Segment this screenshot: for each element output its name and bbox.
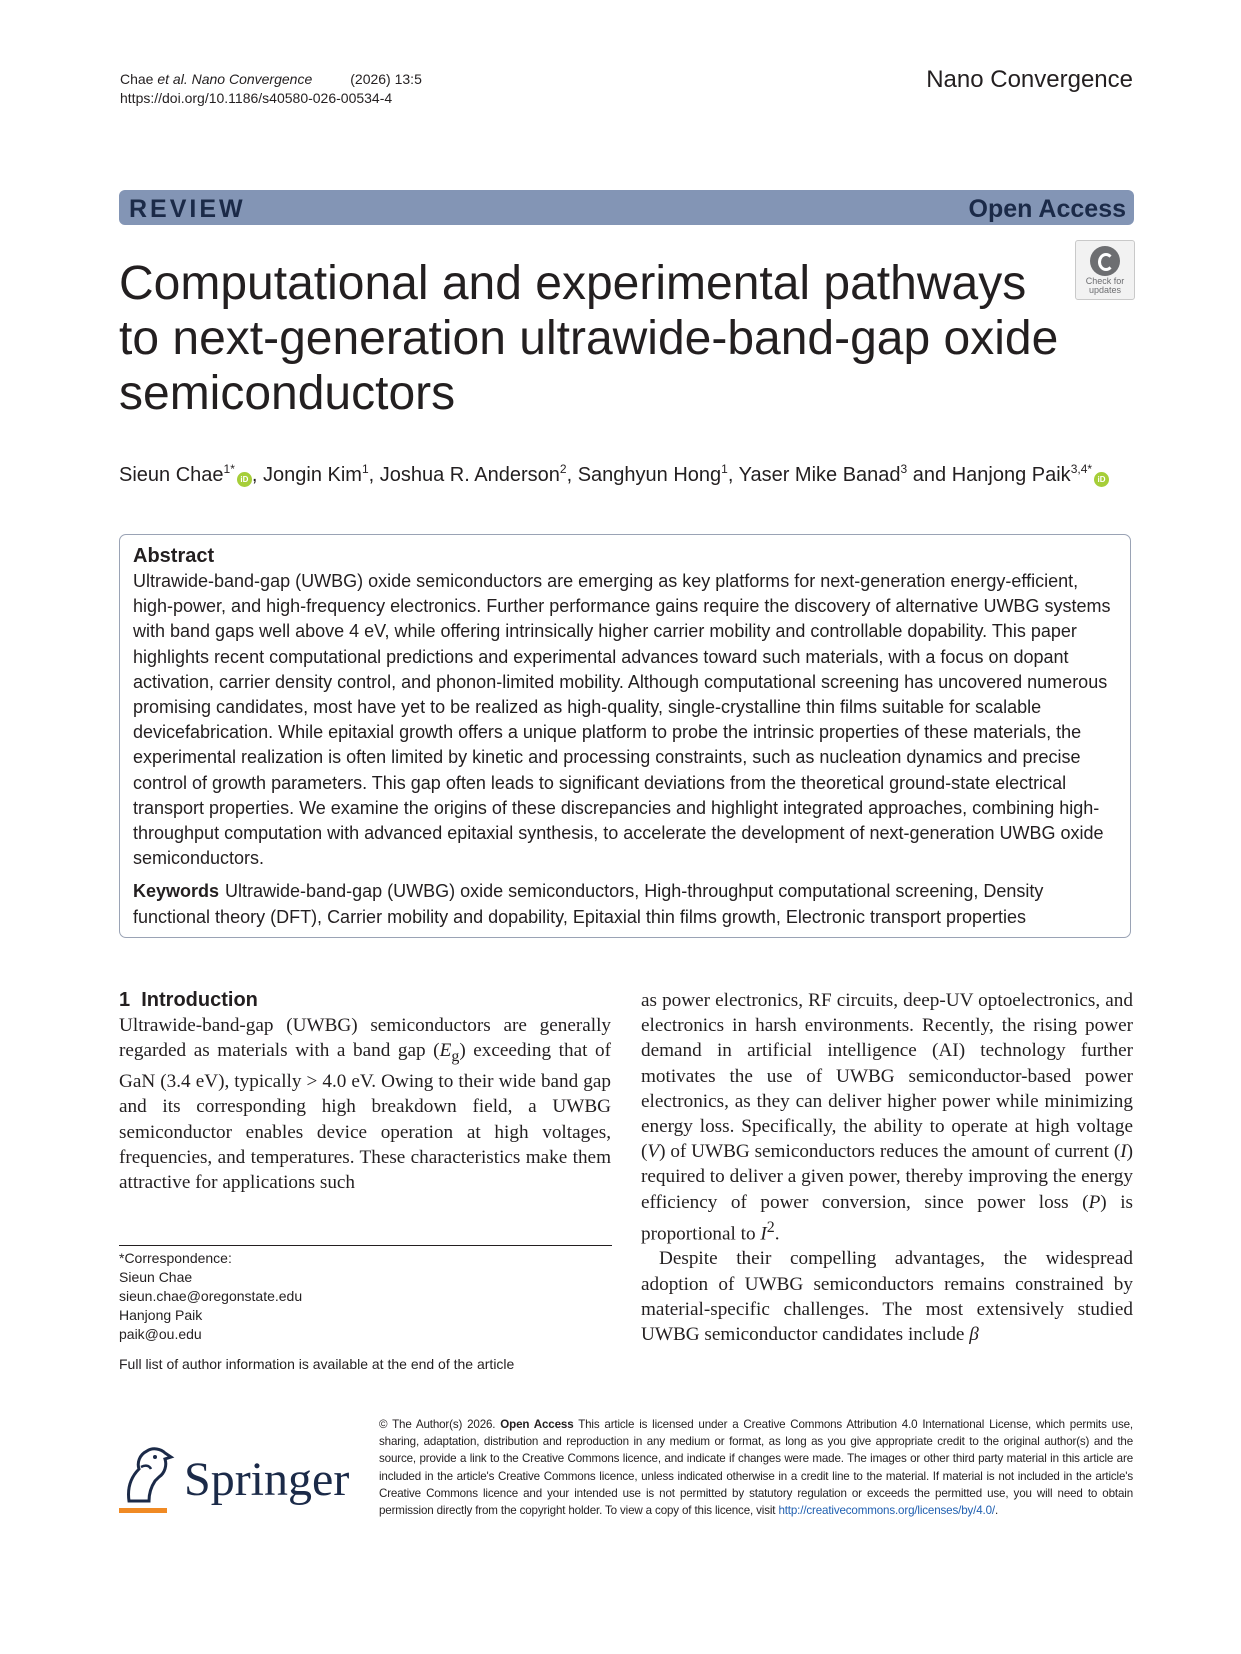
author-affiliation: 3,4* [1070,462,1093,476]
author-name[interactable]: Hanjong Paik [951,464,1071,486]
citation-authors: Chae [120,71,158,87]
intro-paragraph-2 [641,1246,1133,1347]
abstract-heading: Abstract [133,545,215,567]
check-for-updates-button[interactable] [1075,240,1135,300]
correspondence-email[interactable]: sieun.chae@oregonstate.edu [119,1288,303,1304]
right-column [641,988,1133,1347]
springer-accent-bar [119,1508,167,1513]
intro-text-f: ) is proportional to [641,1191,1134,1245]
orcid-icon[interactable]: iD [237,472,252,487]
intro-text-d: ) of UWBG semiconductors reduces the amount of current ( [659,1141,1121,1163]
correspondence-email[interactable]: paik@ou.edu [119,1326,202,1342]
title-line-2: to next-generation ultrawide-band-gap oxide [119,312,1059,365]
license-open-access: Open Access [500,1418,574,1431]
abstract-text: Ultrawide-band-gap (UWBG) oxide semiconductors are emerging as key platforms for next-generation energy-efficient, high-power, and high-frequency electronics. Further performance gains require the discovery of alternative UWBG systems with band gaps well above 4 eV, while offering intrinsically higher carrier mobility and controllable dopability. This paper highlights recent computational predictions and experimental advances toward such materials, with a focus on dopant activation, carrier density control, and phonon-limited mobility. Although computational screening has uncovered numerous promising candidates, most have yet to be realized as high-quality, single-crystalline thin films suitable for scalable devicefabrication. While epitaxial growth offers a unique platform to probe the intrinsic properties of these materials, the experimental realization is often limited by kinetic and processing constraints, such as nucleation dynamics and precise control of growth parameters. This gap often leads to significant deviations from the theoretical ground-state electrical transport properties. We examine the origins of these discrepancies and highlight integrated approaches, combining high-throughput computation with advanced epitaxial synthesis, to accelerate the development of next-generation UWBG oxide semiconductors. [133,571,1111,869]
author-affiliation: 1* [223,462,235,476]
copyright: © The Author(s) 2026. [379,1418,496,1431]
intro-paragraph-continued [641,988,1133,1246]
license-end: . [994,1504,999,1518]
author-affiliation: 2 [559,462,567,476]
orcid-icon[interactable]: iD [1094,472,1109,487]
author-affiliation: 1 [361,462,369,476]
symbol-v: V [647,1141,660,1163]
publisher-name: Springer [184,1453,350,1506]
keywords-label: Keywords [133,881,220,902]
intro-text-a: Ultrawide-band-gap (UWBG) semiconductors are generally regarded as materials with a band gap ( [119,1015,611,1062]
citation-journal: Nano Convergence [191,71,313,87]
intro-text-e: ) required to deliver a given power, thereby improving the energy efficiency of power conversion, since power loss ( [641,1141,1133,1213]
author-name[interactable]: Sieun Chae [119,464,224,486]
keywords-text: Ultrawide-band-gap (UWBG) oxide semiconductors, High-throughput computational screening, Density functional theory (DFT), Carrier mobility and dopability, Epitaxial thin films growth, Electronic transport properties [133,881,1044,927]
symbol-p: P [1088,1191,1101,1213]
check-updates-icon [1090,246,1120,276]
symbol-i-squared: I [760,1223,767,1245]
correspondence-footnote [119,1249,302,1344]
license-link[interactable]: http://creativecommons.org/licenses/by/4.0/ [778,1504,995,1518]
author-list: Sieun Chae$^{1*}$iD , Jongin Kim$^1$, Joshua R. Anderson$^2$, Sanghyun Hong$^1$, Yaser Mike Banad$^3$ and Hanjong Paik$^{3,4*}$iD [119,462,1109,487]
title-line-1: Computational and experimental pathways [119,257,1027,310]
section-title: Introduction [141,989,258,1011]
citation-header [120,70,422,108]
abstract-box [119,534,1131,938]
author-affiliation: 3 [900,462,908,476]
author-name[interactable]: Yaser Mike Banad [738,464,901,486]
springer-horse-icon [119,1443,175,1507]
intro-text-g: . [774,1223,780,1245]
superscript-2: 2 [766,1218,775,1236]
keywords [133,879,1116,929]
intro-text-h: Despite their compelling advantages, the widespread adoption of UWBG semiconductors remains constrained by material-specific challenges. The most extensively studied UWBG semiconductor candidates include [641,1248,1133,1346]
intro-text-b: ) exceeding that of GaN (3.4 eV), typically > 4.0 eV. Owing to their wide band gap and its corresponding high breakdown field, a UWBG semiconductor enables device operation at high voltages, frequencies, and temperatures. These characteristics make them attractive for applications such [119,1040,612,1194]
license-text: This article is licensed under a Creative Commons Attribution 4.0 International License, which permits use, sharing, adaptation, distribution and reproduction in any medium or format, as long as you give appropriate credit to the original author(s) and the source, provide a link to the Creative Commons licence, and indicate if changes were made. The images or other third party material in this article are included in the article's Creative Commons licence, unless indicated otherwise in a credit line to the material. If material is not included in the article's Creative Commons licence and your intended use is not permitted by statutory regulation or exceeds the permitted use, you will need to obtain permission directly from the copyright holder. To view a copy of this licence, visit [379,1418,1133,1518]
check-updates-line1: Check for [1085,276,1125,286]
symbol-i: I [1120,1141,1127,1163]
journal-name: Nano Convergence [926,66,1133,93]
intro-text-c: as power electronics, RF circuits, deep-UV optoelectronics, and electronics in harsh environments. Recently, the rising power demand in artificial intelligence (AI) technology further motivates the use of UWBG semiconductor-based power electronics, as they can deliver higher power while minimizing energy loss. Specifically, the ability to operate at high voltage ( [641,990,1133,1163]
author-name[interactable]: Sanghyun Hong [577,464,722,486]
citation-line [120,70,422,89]
article-title [119,256,1059,421]
author-name[interactable]: Joshua R. Anderson [379,464,560,486]
author-affiliation: 1 [721,462,728,476]
correspondence-label: *Correspondence: [119,1250,232,1266]
author-name[interactable]: Jongin Kim [263,464,362,486]
citation-volume: (2026) 13:5 [350,71,422,87]
title-line-3: semiconductors [119,367,456,420]
intro-paragraph-1 [119,1013,611,1195]
author-connector: and [912,464,947,486]
footnote-divider [119,1245,612,1246]
symbol-beta: β [969,1324,979,1346]
article-type-banner [119,190,1134,225]
check-updates-line2: updates [1088,285,1122,295]
license-statement [379,1416,1133,1519]
symbol-e: E [439,1040,452,1062]
correspondence-name: Hanjong Paik [119,1307,203,1323]
author-info-note: Full list of author information is available at the end of the article [119,1356,515,1372]
correspondence-name: Sieun Chae [119,1269,193,1285]
section-number: 1 [119,989,131,1011]
section-heading [119,988,611,1013]
citation-etal: et al. [157,71,188,87]
left-column [119,988,611,1195]
symbol-g: g [451,1048,460,1066]
open-access-label: Open Access [968,195,1126,223]
springer-logo [119,1443,359,1518]
doi-link[interactable]: https://doi.org/10.1186/s40580-026-00534-4 [120,90,393,106]
article-type-label: REVIEW [129,195,246,223]
